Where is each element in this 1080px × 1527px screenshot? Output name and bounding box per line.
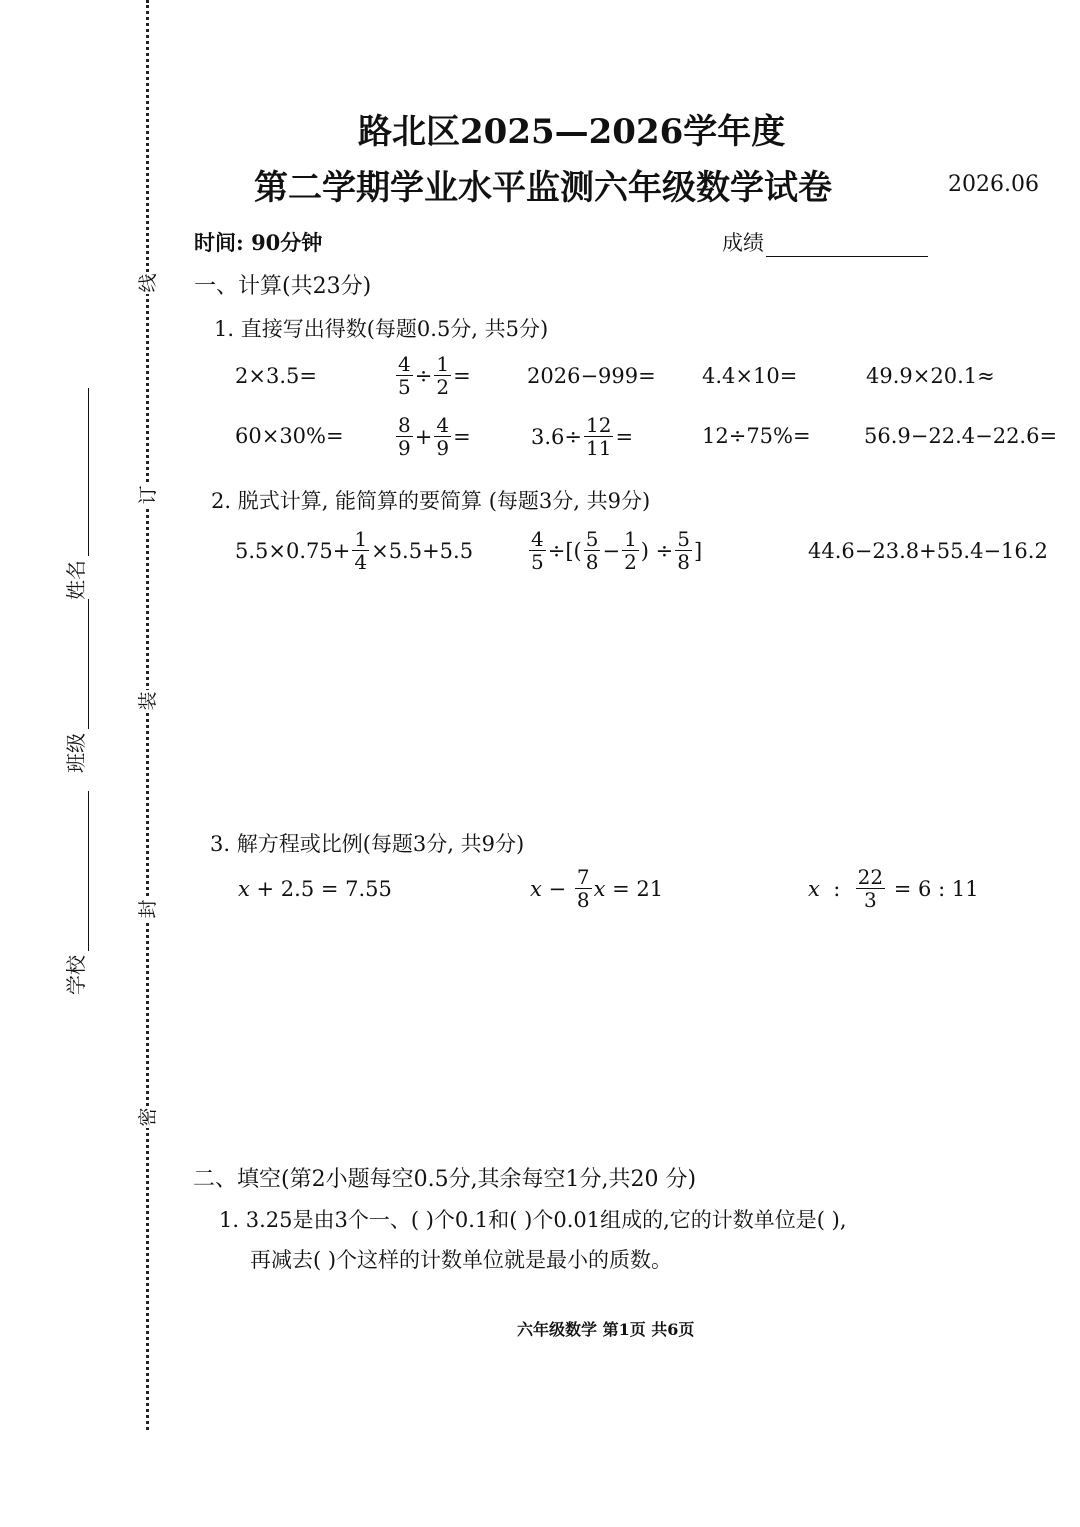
section-1-heading: 一、计算(共23分): [194, 274, 372, 299]
q1-r2-b: $\frac{8}{9}$ + $\frac{4}{9}$ =: [398, 413, 471, 460]
fraction: $\frac{4}{9}$: [436, 413, 450, 460]
q3-expr-2: x − $\frac{7}{8}$ x = 21: [530, 865, 664, 912]
fraction: $\frac{22}{3}$: [857, 865, 884, 912]
binding-char-feng: 封: [137, 899, 159, 919]
time-label: 时间: 90分钟: [194, 230, 323, 255]
q1-r1-c: 2026−999=: [527, 364, 656, 388]
fraction: $\frac{7}{8}$: [576, 865, 590, 912]
section-2-heading: 二、填空(第2小题每空0.5分,其余每空1分,共20 分): [193, 1167, 697, 1192]
q1-r2-e: 56.9−22.4−22.6=: [864, 424, 1058, 448]
binding-char-zhuang: 装: [137, 691, 159, 711]
name-blank[interactable]: [68, 388, 89, 556]
fraction: $\frac{8}{9}$: [398, 413, 411, 460]
q1-r2-d: 12÷75%=: [702, 424, 811, 448]
fraction: $\frac{4}{5}$: [398, 352, 411, 399]
q1-r1-d: 4.4×10=: [702, 364, 798, 388]
fraction: $\frac{4}{5}$: [531, 527, 544, 574]
name-label: 姓名: [64, 560, 88, 600]
score-label: 成绩: [722, 231, 764, 255]
school-label: 学校: [64, 955, 88, 995]
q3-label: 3. 解方程或比例(每题3分, 共9分): [210, 832, 525, 856]
fraction: $\frac{12}{11}$: [586, 413, 612, 460]
q3-expr-1: x + 2.5 = 7.55: [238, 877, 392, 901]
name-field: [60, 388, 89, 600]
exam-date: 2026.06: [948, 172, 1039, 197]
score-blank[interactable]: [766, 236, 928, 257]
s2-q1-line-2: 再减去( )个这样的计数单位就是最小的质数。: [250, 1248, 673, 1272]
q1-r2-a: 60×30%=: [235, 424, 344, 448]
s2-q1-line-1: 1. 3.25是由3个一、( )个0.1和( )个0.01组成的,它的计数单位是( ),: [219, 1208, 847, 1232]
school-field: [60, 791, 89, 995]
school-blank[interactable]: [68, 791, 89, 951]
binding-dotted-line: [146, 0, 149, 1430]
title-line-1: 路北区2025—2026学年度: [358, 112, 786, 152]
fraction: $\frac{5}{8}$: [585, 527, 599, 574]
binding-char-xian: 线: [137, 273, 159, 293]
fraction: $\frac{1}{2}$: [436, 352, 450, 399]
class-blank[interactable]: [68, 599, 89, 729]
q2-expr-1: 5.5×0.75+ $\frac{1}{4}$ ×5.5+5.5: [235, 527, 474, 574]
score-field: [722, 227, 928, 257]
q1-label: 1. 直接写出得数(每题0.5分, 共5分): [214, 317, 549, 341]
binding-char-ding: 订: [137, 485, 159, 505]
title-line-2: 第二学期学业水平监测六年级数学试卷: [254, 168, 832, 208]
fraction: $\frac{5}{8}$: [677, 527, 690, 574]
fraction: $\frac{1}{2}$: [624, 527, 637, 574]
q2-expr-2: $\frac{4}{5}$ ÷[( $\frac{5}{8}$ − $\frac{1}{2}$ ) ÷ $\frac{5}{8}$ ]: [531, 527, 703, 574]
class-field: [60, 599, 89, 773]
q1-r1-a: 2×3.5=: [235, 364, 317, 388]
page-footer: 六年级数学 第1页 共6页: [517, 1320, 695, 1339]
q1-r2-c: 3.6÷ $\frac{12}{11}$ =: [531, 413, 634, 460]
q1-r1-b: $\frac{4}{5}$ ÷ $\frac{1}{2}$ =: [398, 352, 471, 399]
q1-r1-e: 49.9×20.1≈: [866, 364, 995, 388]
binding-char-mi: 密: [137, 1107, 159, 1127]
q2-expr-3: 44.6−23.8+55.4−16.2: [808, 539, 1048, 563]
class-label: 班级: [64, 733, 88, 773]
q3-expr-3: x : $\frac{22}{3}$ = 6 : 11: [808, 865, 979, 912]
fraction: $\frac{1}{4}$: [354, 527, 368, 574]
q2-label: 2. 脱式计算, 能简算的要简算 (每题3分, 共9分): [211, 489, 651, 513]
